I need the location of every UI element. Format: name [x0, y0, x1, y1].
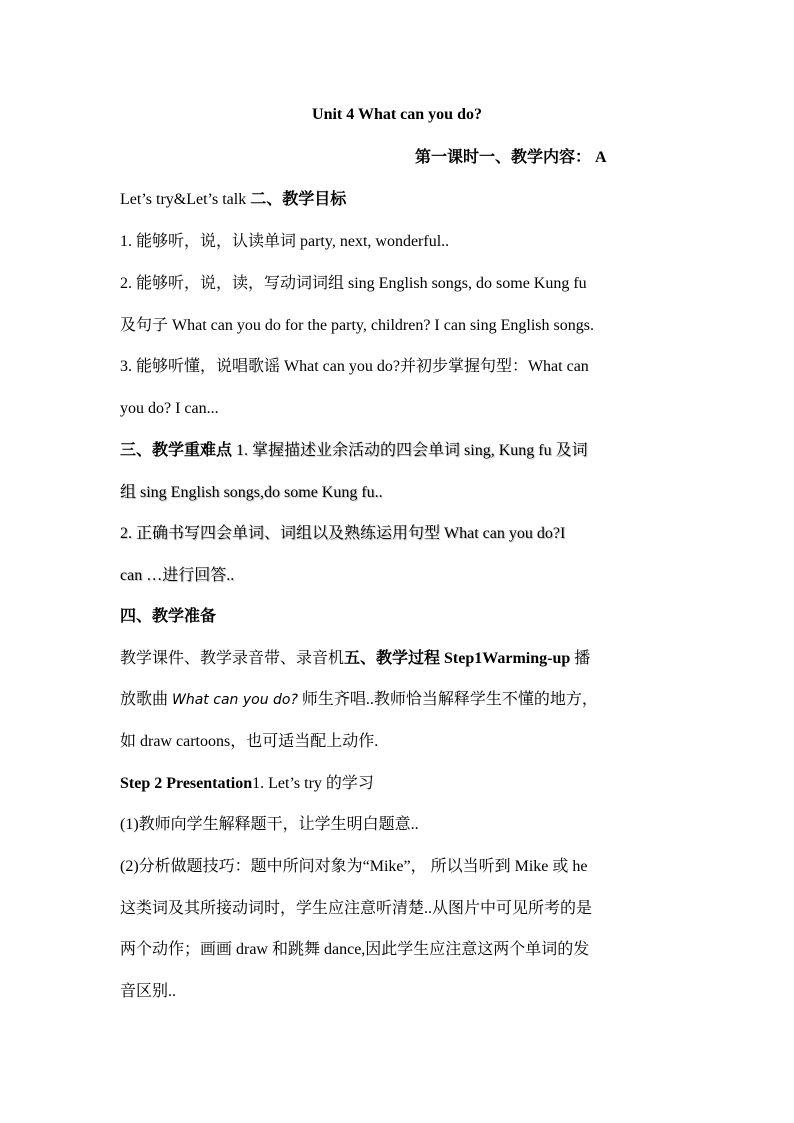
step-2-subheading: 1. Let’s try 的学习: [252, 775, 374, 792]
lesson-heading: 第一课时一、教学内容： A: [415, 149, 607, 166]
text-line-9: [120, 441, 680, 461]
objective-2: 2. 能够听，说，读，写动词词组 sing English songs, do some Kung fu: [120, 275, 587, 292]
text-line-3: [120, 190, 680, 210]
unit-title: Unit 4 What can you do?: [312, 106, 482, 123]
step-item-2: (2)分析做题技巧：题中所问对象为“Mike”， 所以当听到 Mike 或 he: [120, 858, 588, 875]
objective-3-cont: you do? I can...: [120, 400, 219, 417]
section-heading-key-points: 三、教学重难点: [120, 442, 233, 459]
text-line-15: [120, 690, 680, 710]
step-item-2-cont-c: 音区别..: [120, 983, 177, 1000]
key-point-1-cont: 组 sing English songs,do some Kung fu..: [120, 484, 383, 501]
key-point-2-cont: can …进行回答..: [120, 567, 235, 584]
process-text-b: 师生齐唱..教师恰当解释学生不懂的地方，: [297, 691, 598, 708]
section-heading-process: 五、教学过程 Step1Warming-up: [344, 650, 571, 667]
song-title: What can you do?: [172, 692, 298, 708]
text-line-16: 如 draw cartoons，也可适当配上动作.: [120, 733, 379, 750]
key-point-1: 1. 掌握描述业余活动的四会单词 sing, Kung fu 及词: [232, 442, 588, 459]
process-text-start: 播: [570, 650, 591, 667]
text-line-17: [120, 774, 680, 794]
lesson-content-text: Let’s try&Let’s talk: [120, 191, 251, 208]
step-item-2-cont-b: 两个动作；画画 draw 和跳舞 dance,因此学生应注意这两个单词的发: [120, 941, 590, 958]
objective-3: 3. 能够听懂，说唱歌谣 What can you do?并初步掌握句型：What can: [120, 358, 589, 375]
step-2-heading: Step 2 Presentation: [120, 775, 253, 792]
objective-2-cont: 及句子 What can you do for the party, children? I can sing English songs.: [120, 317, 594, 334]
section-heading-objectives: 二、教学目标: [250, 191, 347, 208]
process-text-a: 放歌曲: [120, 691, 173, 708]
step-item-1: (1)教师向学生解释题干，让学生明白题意..: [120, 816, 419, 833]
key-point-2: 2. 正确书写四会单词、词组以及熟练运用句型 What can you do?I: [120, 525, 566, 542]
preparation-text: 教学课件、教学录音带、录音机: [120, 650, 345, 667]
step-item-2-cont-a: 这类词及其所接动词时，学生应注意听清楚..从图片中可见所考的是: [120, 900, 593, 917]
objective-1: 1. 能够听，说，认读单词 party, next, wonderful..: [120, 233, 450, 250]
section-heading-preparation: 四、教学准备: [120, 608, 217, 625]
text-line-14: [120, 649, 680, 669]
